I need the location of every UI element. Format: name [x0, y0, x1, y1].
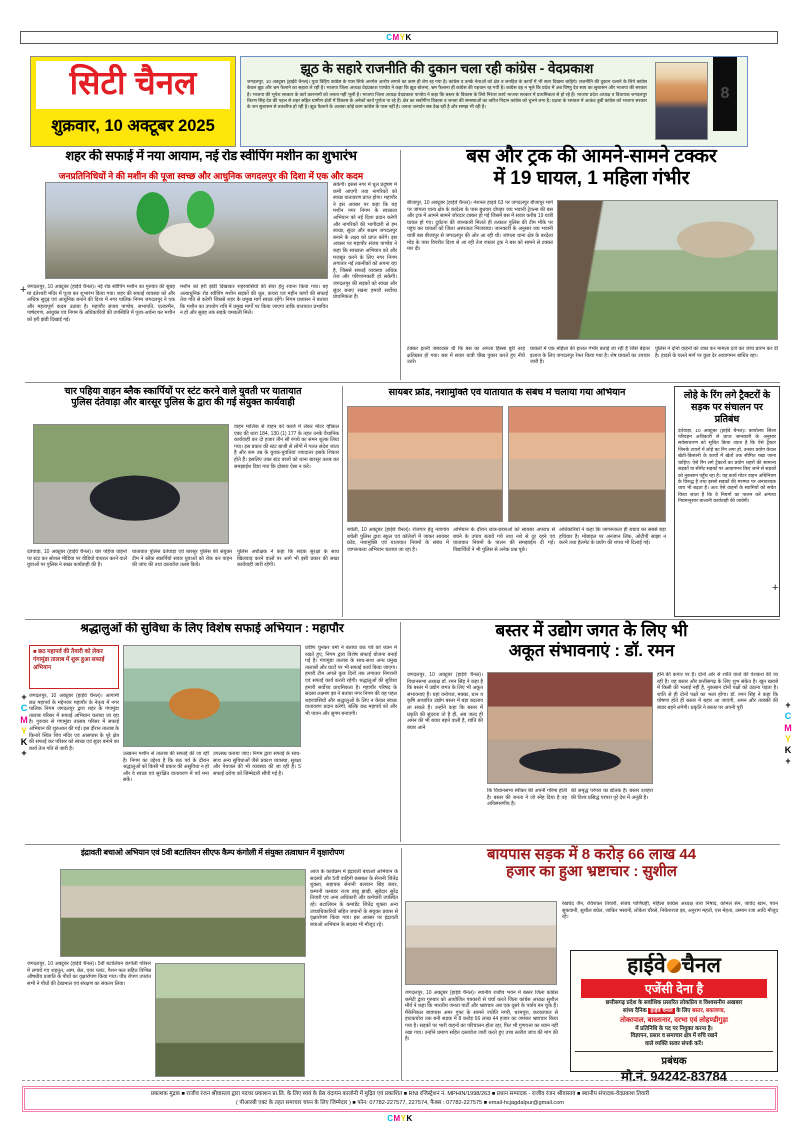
article-text: जगदलपुर, 10 अक्टूबर (हाईवे चैनल)। स्थानीय राजीव भवन में बस्तर जिला कांग्रेस कमेटी द्वारा गुरुवार को आयोजित पत्रकारों से चर्चा करते जिला कांग्रेस अध्यक्ष सुशील मौर्य ने कहा कि भारतीय जनता पार्टी और भ्रष्टाचार अब एक दूसरे के पर्याय बन चुके हैं। मैकेनिकल बायपास अमर गुफा के सामने ज्योति नगरी, धरमपुरा, करकापाल से हाटकचोरा तक बनी सड़क में 8 करोड़ 66 लाख 44 हजार का जमकर भ्रष्टाचार किया गया है। सड़कों पर भारी वाहनों का परिचालन होता रहा, फिर भी गुणवत्ता का ध्यान नहीं रखा गया। उन्होंने प्रमाण सहित दस्तावेज जारी करते हुए उच्च स्तरीय जांच की मांग की है। — [405, 990, 558, 1043]
headline-industry-line2: अकूत संभावनाएं : डॉ. रमन — [508, 640, 675, 660]
headline-bypass-line2: हजार का हुआ भ्रष्टाचार : सुशील — [506, 863, 677, 881]
registration-cmyk-left: + C M Y K + — [20, 692, 28, 759]
article-text: अभियान के दौरान छात्र-छात्राओं को सायबर अपराध से बचने के उपाय बताये गये तथा नशे से दूर रहने एवं यातायात नियमों के पालन की समझाईश दी गई। विद्यार्थियों ने भी पुलिस से अनेक प्रश्न पूछे। — [453, 527, 555, 553]
imprint-line2: ( पीआरबी एक्ट के तहत समाचार चयन के लिए जिम्मेदार ) ■ फोन: 07782-227577, 227574, फैक्स : 07782-227575 ■ email-hcjagdalpur@gmail.com — [236, 1099, 564, 1106]
column-rule — [401, 848, 402, 1080]
cmyk-mark: C — [386, 33, 393, 42]
headline-stunt-line1: चार पहिया वाहन ब्लैक स्कार्पियों पर स्टंट करने वाले युवती पर यातायात — [64, 386, 302, 397]
imprint-line1: प्रकाशक मुद्रक ■ राजीव रंजन श्रीवास्तव द्वारा पदचर प्रकाशन प्रा.लि. के लिए स्वयं के प्रेस वंदायन कालोनी में मुद्रित एवं प्रकाशित ■ RNI रजिस्ट्रेशन नं. MPHIN/1998/263 ■ प्रधान सम्पादक - राजीव रंजन श्रीवास्तव ■ स्थानीय संपादक-वेदप्रकाश तिवारी — [150, 1091, 650, 1097]
photo-classroom-session-2 — [508, 406, 666, 522]
headline-cleaning-drive: श्रद्धालुओं की सुविधा के लिए विशेष सफाई अभियान : महापौर — [80, 622, 344, 635]
masthead-logo-box — [30, 56, 236, 147]
article-text: बीजापुर, 10 अक्टूबर (हाईवे चैनल)। नेशनल हाइवे 63 पर जगदलपुर बीजापुर मार्ग पर जांगला थाना क्षेत्र के बरदेला के पास बुधवार दोपहर जय भवानी ट्रेवल्स की बस और ट्रक में आमने सामने जोरदार टक्कर हो गई जिसमें बस में सवार करीब 19 यात्री घायल हो गए। दुर्घटना की जानकारी मिलते ही तत्काल पुलिस की टीम मौके पर पहुंच कर घायलों को जिला अस्पताल भिजवाया। जानकारी के अनुसार जय भवानी यात्री बस बीजापुर से जगदलपुर की ओर आ रही थी। जांगला थाना क्षेत्र के बरदेला मोड़ के पास विपरीत दिशा से आ रही तेज रफ्तार ट्रक ने बस को सामने से टक्कर मार दी। — [407, 200, 553, 253]
article-text: सकेगी। इससे नगर में धूल प्रदूषण में कमी आएगी तथा नागरिकों को स्वच्छ वातावरण प्राप्त होगा। महापौर ने इस अवसर पर कहा कि यह मशीन नगर निगम के स्वच्छता अभियान को नई दिशा प्रदान करेगी और नागरिकों की भागीदारी से हम स्वच्छ, सुंदर और सक्षम जगदलपुर बनाने के लक्ष्य को प्राप्त करेंगे। इस अवसर पर महापौर संजय पाण्डेय ने कहा कि स्वच्छता अभियान को और मजबूत करने के लिए नगर निगम लगातार नई तकनीकों को अपना रहा है, जिससे सफाई व्यवस्था अधिक तेज और परिणामकारी हो सकेगी। जगदलपुर की सड़कों को स्वच्छ और सुंदर बनाए रखना हमारी सर्वोच्च प्राथमिकता है। — [333, 182, 397, 301]
highway-channel-advertisement — [570, 950, 778, 1085]
registration-cmyk-right: + C M Y K + — [784, 700, 792, 767]
headline-accident-line2: में 19 घायल, 1 महिला गंभीर — [493, 167, 690, 189]
section-rule — [25, 844, 780, 845]
column-rule — [400, 622, 401, 842]
article-text: दंतेवाड़ा, 10 अक्टूबर (हाईवे चैनल)। चार पहिया वाहनों पर स्टंट कर सोशल मीडिया पर वीडियो वायरल करने वाले युवाओं पर पुलिस ने सख्त कार्यवाही की है। — [27, 549, 127, 569]
article-text: उत्खनन मशीन से तालाब की सफाई की जा रही है। निगम का उद्देश्य है कि छठ पर्व के दौरान श्रद्धालुओं को किसी भी प्रकार की असुविधा न हो और वे स्वच्छ एवं सुरक्षित वातावरण में पर्व मना सकें। — [123, 751, 209, 784]
article-text: जगदलपुर, 10 अक्टूबर (हाईवे चैनल)। आगामी छठ महापर्व के मद्देनजर महापौर के नेतृत्व में नगर पालिक निगम जगदलपुर द्वारा शहर के गंगामुंडा तालाब परिसर में सफाई अभियान चलाया जा रहा है। गुरुवार से गंगामुंडा तालाब परिसर में सफाई अभियान की शुरुआत की गई। इस दौरान तालाब के किनारे स्थित शिव मंदिर एवं आसपास के पूरे क्षेत्र की सफाई कर परिसर को स्वच्छ एवं सुंदर बनाने का कार्य तेज गति से जारी है। — [29, 693, 119, 752]
photo-vedprakash-portrait — [655, 62, 708, 140]
photo-pond-cleaning — [123, 645, 301, 747]
article-text: दंतेवाड़ा, 10 अक्टूबर (हाईवे चैनल)। कार्यालय जिला परिवहन अधिकारी से प्राप्त जानकारी के अनुसार सर्वसाधारण को सूचित किया जाता है कि ऐसे ट्रैक्टर जिनके टायरों में लोहे का रिंग लगा हो, उनका प्रयोग केवल खेती-किसानी के कार्यों में खेतों तक सीमित रखा जाना चाहिए। ऐसे रिंग लगे ट्रैक्टरों का प्रयोग शहरों की सामान्य सड़कों या सीमेंट सड़कों पर आवागमन किए जाने से सड़कों को नुकसान पहुँच रहा है। यह कार्य मोटर वाहन अधिनियम के विरुद्ध है तथा इससे सड़कों की मरम्मत पर अनावश्यक व्यय भी बढ़ता है। अतः ऐसे वाहनों के स्वामियों को सचेत किया जाता है कि वे नियमों का पालन करें अन्यथा नियमानुसार चालानी कार्यवाही की जावेगी। — [678, 428, 777, 505]
footer-dashed-rule — [22, 1080, 778, 1081]
article-text: टक्कर इतनी जबरदस्त थी कि बस का अगला हिस्सा बुरी तरह क्षतिग्रस्त हो गया। बस में सवार यात्री चीख पुकार करते हुए नीचे उतरे। — [407, 346, 525, 366]
photo-plantation-group — [60, 869, 306, 957]
article-text: पुलिस ने दोनों वाहनों को जब्त कर मामला दर्ज कर जांच प्रारंभ कर दी है। हादसे के चलते मार्ग पर कुछ देर आवागमन बाधित रहा। — [655, 346, 778, 359]
article-text: कि विधानसभा स्पीकर की अपनी गरिमा होती है। बस्तर की जनता ने जो स्नेह दिया है वह अविस्मरणीय है। — [487, 788, 567, 808]
photo-congress-press-meet — [405, 901, 557, 985]
article-text: यातायात पुलिस दंतेवाड़ा एवं बारसूर पुलिस की संयुक्त टीम ने ब्लैक स्कार्पियो सवार युवाओं को रोक कर वाहन की जांच की तथा दस्तावेज तलब किये। — [132, 549, 232, 569]
headline-plantation: इंद्रावती बचाओ अभियान एवं 5वी बटालियन सीएफ कैम्प कंगोली में संयुक्त तत्वाधान में वृक्षारोपण — [80, 848, 345, 857]
article-text: अधिकारियों ने कहा कि जागरूकता ही बचाव का सबसे बड़ा हथियार है। मोबाइल पर अनजान लिंक, ओटीपी साझा न करने तथा हेलमेट के प्रयोग की शपथ भी दिलाई गई। — [559, 527, 666, 547]
highlight-note-box: ■ छठ महापर्व की तैयारी को लेकर गंगामुंडा तालाब में शुरू हुआ सफाई अभियान — [29, 645, 119, 689]
boxed-article-tractor-ban — [674, 386, 780, 617]
lead-body: जगदलपुर, 10 अक्टूबर (हाईवे चैनल)। युवा विहिप कांग्रेस के पास सिर्फ अनर्गल आरोप लगाने का काम ही शेष रह गया है। कांग्रेस व उनके नेताओं को क्षेत्र व जनहित के कार्यों में भी सत्य दिखना चाहिये। राजनीति की दुकान चलाने के लिये कांग्रेस केवल झूठ और भ्रम फैलाने का सहारा ले रही है। भाजपा जिला अध्यक्ष वेदप्रकाश पाण्डेय ने कहा कि झूठ बोलना, भ्रम फैलाना ही कांग्रेस की पहचान रह गयी है। कांग्रेस वह न भूले कि प्रदेश में अब विष्णु देव साय का सुशासन और भाजपा की सरकार है। भाजपा की भूपेश सरकार के कारे कारनामों को जनता नहीं भूली है। भाजपा जिला अध्यक्ष वेदप्रकाश पाण्डेय ने कहा कि बस्तर के विकास के लिये निरंतर कार्य भाजपा सरकार में प्राथमिकता से हो रहे हैं। भाजपा प्रदेश अध्यक्ष व विधायक जगदलपुर किरण सिंह देव की पहल से शहर सहित ग्रामीण क्षेत्रों में विकास के अनेकों कार्य पूर्णता पा रहे हैं। क्षेत्र का सर्वांगीण विकास व जनता की समस्याओं का त्वरित निदान कांग्रेस को चुभने लगा है। प्रज्ञता के रसातल में आकंठ डूबी कांग्रेस को भाजपा सरकार के जन सुशासन से तकलीफ हो रही है। झूठ फैलाने के अलावा कोई काम कांग्रेस के पास नहीं है। जनता जनार्दन सब देख रही है और समझ भी रही है। — [247, 79, 647, 110]
headline-road-sweeping: शहर की सफाई में नया आयाम, नई रोड स्वीपिंग मशीन का शुभारंभ — [65, 149, 357, 163]
article-text: आज के कार्यक्रम में इंद्रावती बचाओ अभियान के सदस्यों और 5वीं वाहिनी छसबल के सेनानी जितेंद्र शुक्ला, सहायक सेनानी बलवान सिंह कंवर, कम्पनी कमांडर राजा बाबू झाड़ी, सूबेदार सुरेंद्र तिवारी एवं अन्य अधिकारी और कर्मचारी उपस्थित रहे। बटालियन के कमांडेंट जितेंद्र शुक्ला अन्य उच्चाधिकारियों सहित जवानों के संयुक्त प्रयास से वृक्षारोपण किया गया। इस अवसर पर इंद्रावती बचाओ अभियान के सदस्य भी मौजूद रहे। — [310, 869, 398, 928]
column-rule — [400, 150, 401, 380]
section-rule — [25, 382, 780, 383]
article-text: मशीन को हरी झंडी दिखाकर शहरवासियों की सेवा हेतु रवाना किया गया। यह अत्याधुनिक रोड स्वीपिंग मशीन सड़कों की धूल, कचरा एवं महीन कणों की सफाई तेज गति से करेगी जिससे शहर के प्रमुख मार्ग स्वच्छ रहेंगे। निगम प्रशासन ने बताया कि मशीन का उपयोग रात्रि में प्रमुख मार्गों पर किया जाएगा ताकि यातायात प्रभावित न हो और सुबह तक सड़कें चमकती मिलें। — [180, 284, 328, 317]
article-text: जगदलपुर, 10 अक्टूबर (हाईवे चैनल)। 5वीं बटालियन कंगोली परिसर में लगाये गए शहतूत, आम, बेल, एवर प्लांट, पैशन फल सहित विभिन्न औषधीय प्रजाति के पौधों का वृक्षारोपण किया गया। पौध रोपण उपरांत सभी ने पौधों की देखभाल एवं संरक्षण का संकल्प लिया। — [27, 961, 151, 987]
registration-cross: + — [20, 284, 27, 296]
registration-cross: + — [772, 582, 779, 594]
ad-text-line2: सांध्य दैनिक हाईवे चैनल के लिए बस्तर, बकावण्ड, — [622, 1007, 726, 1014]
article-text: बचेली, 10 अक्टूबर (हाईवे चैनल)। रोजगार हेतु नवागांव बचेली पुलिस द्वारा स्कूल एवं कॉलेजों में जाकर सायबर फ्रॉड, नशामुक्ति एवं यातायात नियमों के संबंध में जागरूकता अभियान चलाया जा रहा है। — [347, 527, 449, 553]
headline-industry-line1: बस्तर में उद्योग जगत के लिए भी — [495, 621, 688, 640]
ad-banner: एजेंसी देना है — [581, 979, 767, 998]
masthead-lead-box — [240, 56, 748, 147]
headline-stunt-line2: पुलिस दंतेवाड़ा और बारसूर पुलिस के द्वारा की गई संयुक्त कार्यवाही — [71, 396, 295, 408]
top-print-strip: CMYK — [20, 31, 778, 44]
article-text: होने की कगार पर है। दोनों ओर से शांति वार्ता की पेशकश की जा रही है। यह बस्तर और छत्तीसगढ़ के लिए शुभ संकेत है। खून खराबे में किसी की भलाई नहीं है, नुकसान दोनों पक्षों को उठाना पड़ता है। शांति से ही दोनों पक्षों का भला होगा। डॉ. रमन सिंह ने कहा कि घोषणा होते ही बस्तर में बहार आ जाएगी, अमन और तरक्की की बयार बहने लगेगी। प्रकृति ने बस्तर पर अपनी पूरी — [657, 672, 778, 711]
headline-bypass-line1: बायपास सड़क में 8 करोड़ 66 लाख 44 — [486, 846, 697, 863]
ad-brand: हाईवे चैनल — [627, 954, 721, 977]
lead-headline: झूठ के सहारे राजनीति की दुकान चला रही कांग्रेस - वेदप्रकाश — [300, 61, 594, 76]
ad-text-line3: में प्रतिनिधि के पद पर नियुक्त करना है। — [635, 1025, 713, 1032]
headline-awareness: सायबर फ्रॉड, नशामुक्ति एवं यातायात के संबंध में चलाया गया अभियान — [388, 388, 626, 398]
ad-contact-phone: मो.नं. 94242-83784 — [621, 1069, 727, 1085]
page-number-strip: 8 — [713, 57, 737, 131]
photo-black-scorpio-police — [33, 424, 229, 544]
article-text: पुलिस अधीक्षक ने कहा कि सड़क सुरक्षा के साथ खिलवाड़ करने वालों पर आगे भी इसी प्रकार की सख्त कार्यवाही जारी रहेगी। — [237, 549, 339, 569]
ad-areas: तोकापाल, बास्तानार, दरभा एवं लोहण्डीगुड़ा — [620, 1016, 728, 1024]
ad-text-line5: वाले व्यक्ति सत्वर संपर्क करें। — [645, 1041, 703, 1048]
newspaper-title: सिटी चैनल — [36, 61, 230, 109]
column-rule — [342, 386, 343, 617]
section-rule — [25, 619, 780, 620]
photo-bus-truck-accident — [557, 200, 778, 340]
article-text: रेखचंद जैन, रविशंकर तिवारी, संजय पाणिग्रही, महिला कांग्रेस अध्यक्ष तारा निषाद, कोमल सेन, जावेद खान, पवन सुकवानी, सुशील बघेल, जाकिर भसानी, लोकेश चौरसे, निकेशराज झा, अनुराग महतो, एस मेहता, उस्मान रजा आदि मौजूद रहे। — [562, 901, 778, 921]
article-text: वाहन मालिक से वाहन को कब्जे में लेकर मोटर व्हीकल एक्ट की धारा 184, 130 (1) 177 के तहत उनके वैधानिक कार्यवाही कर दो हजार तीन सौ रुपये का समन शुल्क लिया गया। इस प्रकार की स्टंट बाजी से लोगों में गलत संदेश जाता है और कम उम्र के युवक-युवतियां ज्यादातर इसके शिकार होते हैं। इसलिए उक्त स्टंट बाजों को थाना बारसूर तलब कर समझाईश दिया गया कि दोबारा ऐसा न करें। — [234, 424, 339, 470]
article-text: उपलब्ध कराया जाए। निगम द्वारा सफाई के साथ-साथ अन्य सुविधाओं जैसे प्रकाश व्यवस्था, सुरक्षा और पेयजल की भी व्यवस्था की जा रही है। 5 सफाई दरोगा को जिम्मेदारी सौंपी गई है। — [213, 751, 301, 777]
article-text: प्रवीण चुनकर वर्मा ने बताया छठ पर्व को ध्यान में रखते हुए, निगम द्वारा विशेष सफाई योजना बनाई गई है। गंगामुंडा तालाब के साथ-साथ अन्य प्रमुख तालाबों और घाटों पर भी सफाई कार्य किया जाएगा। हमारी टीम अगले कुछ दिनों तक लगातार निगरानी एवं सफाई कार्य करती रहेगी। श्रद्धालुओं की सुविधा हमारी सर्वोच्च प्राथमिकता है। महापौर परिषद के सदस्य लक्ष्मण झा ने बताया नगर निगम की यह पहल शहरवासियों और श्रद्धालुओं के लिए न केवल स्वच्छ वातावरण प्रदान करेगी, बल्कि छठ महापर्व को और भी पावन और सुगम बनाएगी। — [305, 645, 397, 717]
article-text: जगदलपुर, 10 अक्टूबर (हाईवे चैनल)। नई रोड स्वीपिंग मशीन का गुरुवार की सुबह मां दंतेश्वरी मंदिर में पूजा कर शुभारंभ किया गया। शहर की सफाई व्यवस्था को और अधिक सुदृढ़ एवं आधुनिक बनाने की दिशा में नगर पालिक निगम जगदलपुर ने एक और महत्वपूर्ण कदम उठाया है। महापौर संजय पाण्डेय, सभापति, एल्डरमैन, पार्षदगण, आयुक्त एवं निगम के अधिकारियों की उपस्थिति में पूजा-अर्चना कर मशीन को हरी झंडी दिखाई गई। — [27, 284, 175, 323]
article-text: घायलों में एक महिला की हालत गंभीर बताई जा रही है जिसे बेहतर इलाज के लिए जगदलपुर रेफर किया गया है। शेष घायलों का उपचार जारी है। — [530, 346, 650, 366]
ad-text-line1: छत्तीसगढ़ प्रदेश के सर्वाधिक प्रसारित लोकप्रिय व विश्वसनीय अखबार — [605, 1000, 743, 1007]
headline-tractor-ban: लोहे के रिंग लगे ट्रैक्टरों के सड़क पर संचालन पर प्रतिबंध — [683, 390, 771, 425]
photo-classroom-session-1 — [347, 406, 503, 522]
headline-accident-line1: बस और ट्रक की आमने-सामने टक्कर — [466, 146, 717, 167]
ad-contact-role: प्रबंधक — [575, 1051, 773, 1067]
ad-text-line4: विज्ञापन, प्रसार व समाचार क्षेत्र में रुचि रखने — [630, 1033, 718, 1040]
photo-plantation-saplings — [155, 963, 305, 1077]
imprint-footer — [22, 1086, 778, 1112]
photo-sweeping-machine-flagoff — [45, 182, 328, 279]
article-text: जगदलपुर, 10 अक्टूबर (हाईवे चैनल)। विधानसभा अध्यक्ष डॉ. रमन सिंह ने कहा है कि बस्तर में उद्योग जगत के लिए भी अकूत संभावनाएं हैं। यहां वनोपज, मक्का, धान व कृषि आधारित उद्योग बस्तर में बड़ा बदलाव ला सकते हैं। उन्होंने कहा कि बस्तर में प्रकृति की सुंदरता तो है ही, अब जल्द ही अमन की भी बयार बहने वाली है, शांति की बयार आने — [407, 672, 483, 731]
subheadline-road-sweeping: जनप्रतिनिधियों ने की मशीन की पूजा स्वच्छ और आधुनिक जगदलपुर की दिशा में एक और कदम — [58, 171, 364, 181]
article-text: की समृद्ध परंपरा का द्योतक है। बस्तर दशहरा की विश्व प्रसिद्ध परंपरा पूरे देश में अनूठी है। — [571, 788, 653, 801]
bottom-print-strip: CMYK — [387, 1114, 413, 1123]
highway-channel-logo-icon — [667, 959, 681, 973]
photo-raman-singh-press-conference — [487, 672, 653, 784]
edition-date: शुक्रवार, 10 अक्टूबर 2025 — [51, 117, 215, 135]
